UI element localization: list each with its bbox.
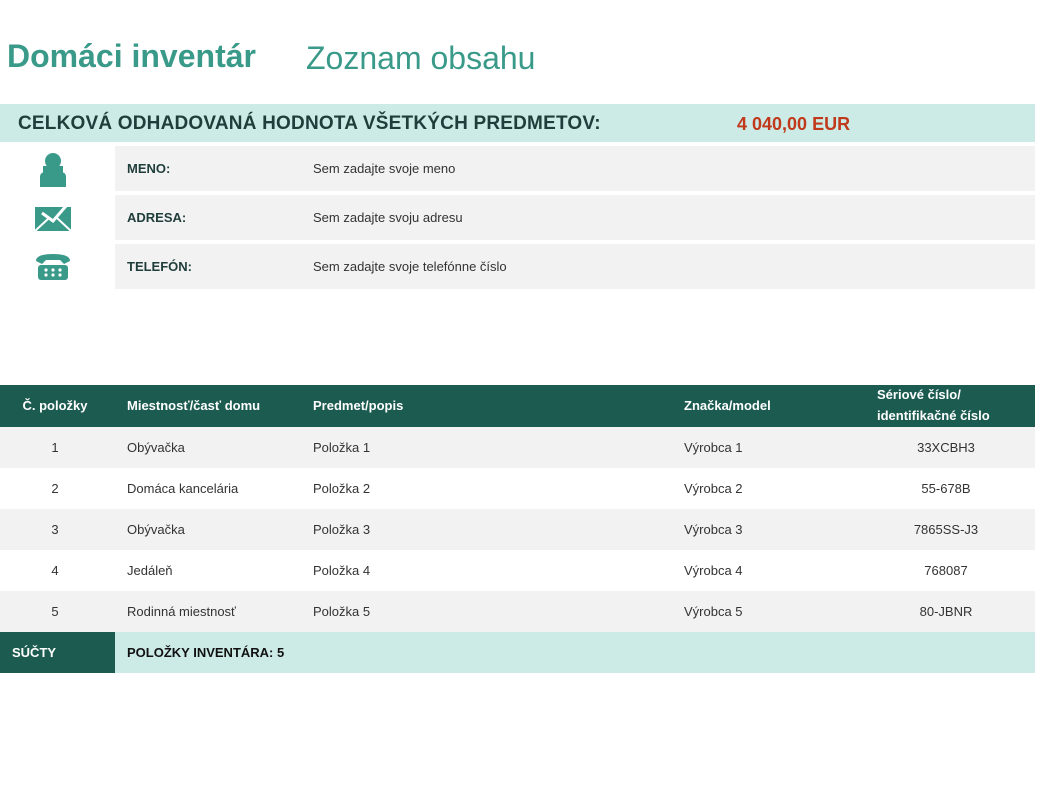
cell-brand[interactable]: Výrobca 3 [684, 522, 743, 537]
cell-brand[interactable]: Výrobca 1 [684, 440, 743, 455]
envelope-icon [30, 199, 76, 237]
person-icon [30, 150, 76, 188]
phone-label: TELEFÓN: [127, 259, 192, 274]
header-brand[interactable]: Značka/model [684, 398, 771, 413]
total-value-bar [0, 104, 1035, 142]
table-row[interactable] [0, 550, 1035, 591]
cell-room[interactable]: Rodinná miestnosť [127, 604, 236, 619]
address-label: ADRESA: [127, 210, 187, 225]
inventory-count: POLOŽKY INVENTÁRA: 5 [127, 645, 285, 660]
header-room[interactable]: Miestnosť/časť domu [127, 398, 261, 413]
cell-room[interactable]: Obývačka [127, 440, 185, 455]
page-subtitle: Zoznam obsahu [306, 40, 536, 76]
cell-room[interactable]: Domáca kancelária [127, 481, 239, 496]
cell-room[interactable]: Obývačka [127, 522, 185, 537]
total-label: CELKOVÁ ODHADOVANÁ HODNOTA VŠETKÝCH PREDMETOV: [18, 113, 601, 134]
name-value[interactable]: Sem zadajte svoje meno [313, 161, 456, 176]
cell-serial[interactable]: 7865SS-J3 [913, 522, 979, 537]
info-row-phone [0, 244, 1035, 289]
cell-serial[interactable]: 768087 [924, 563, 968, 578]
header-item[interactable]: Predmet/popis [313, 398, 404, 413]
cell-item[interactable]: Položka 3 [313, 522, 371, 537]
name-label: MENO: [127, 161, 171, 176]
header-num[interactable]: Č. položky [22, 398, 88, 413]
cell-item[interactable]: Položka 4 [313, 563, 371, 578]
table-row[interactable] [0, 427, 1035, 468]
cell-brand[interactable]: Výrobca 2 [684, 481, 743, 496]
table-row[interactable] [0, 468, 1035, 509]
cell-num[interactable]: 4 [51, 563, 59, 578]
cell-brand[interactable]: Výrobca 5 [684, 604, 743, 619]
header-serial-line1[interactable]: Sériové číslo/ [877, 387, 961, 402]
table-row[interactable] [0, 591, 1035, 632]
header-serial-line2[interactable]: identifikačné číslo [877, 408, 990, 423]
inventory-table [0, 385, 1035, 673]
info-cell-phone[interactable] [115, 244, 1035, 289]
cell-brand[interactable]: Výrobca 4 [684, 563, 743, 578]
cell-num[interactable]: 5 [51, 604, 59, 619]
cell-item[interactable]: Položka 2 [313, 481, 371, 496]
table-row[interactable] [0, 509, 1035, 550]
info-row-name [0, 146, 1035, 191]
info-cell-address[interactable] [115, 195, 1035, 240]
cell-item[interactable]: Položka 1 [313, 440, 371, 455]
table-header [0, 385, 1035, 427]
page-title: Domáci inventár [7, 38, 256, 74]
cell-serial[interactable]: 33XCBH3 [917, 440, 975, 455]
table-footer [0, 632, 1035, 673]
cell-serial[interactable]: 80-JBNR [919, 604, 973, 619]
totals-label: SÚČTY [12, 645, 57, 660]
cell-num[interactable]: 3 [51, 522, 59, 537]
info-row-address [0, 195, 1035, 240]
cell-num[interactable]: 1 [51, 440, 59, 455]
totals-label-cell [0, 632, 115, 673]
phone-value[interactable]: Sem zadajte svoje telefónne číslo [313, 259, 507, 274]
cell-room[interactable]: Jedáleň [127, 563, 173, 578]
cell-serial[interactable]: 55-678B [921, 481, 971, 496]
cell-num[interactable]: 2 [51, 481, 59, 496]
totals-count-cell [115, 632, 1035, 673]
total-value[interactable]: 4 040,00 EUR [737, 114, 851, 134]
address-value[interactable]: Sem zadajte svoju adresu [313, 210, 463, 225]
info-cell-name[interactable] [115, 146, 1035, 191]
cell-item[interactable]: Položka 5 [313, 604, 371, 619]
telephone-icon [30, 248, 76, 286]
